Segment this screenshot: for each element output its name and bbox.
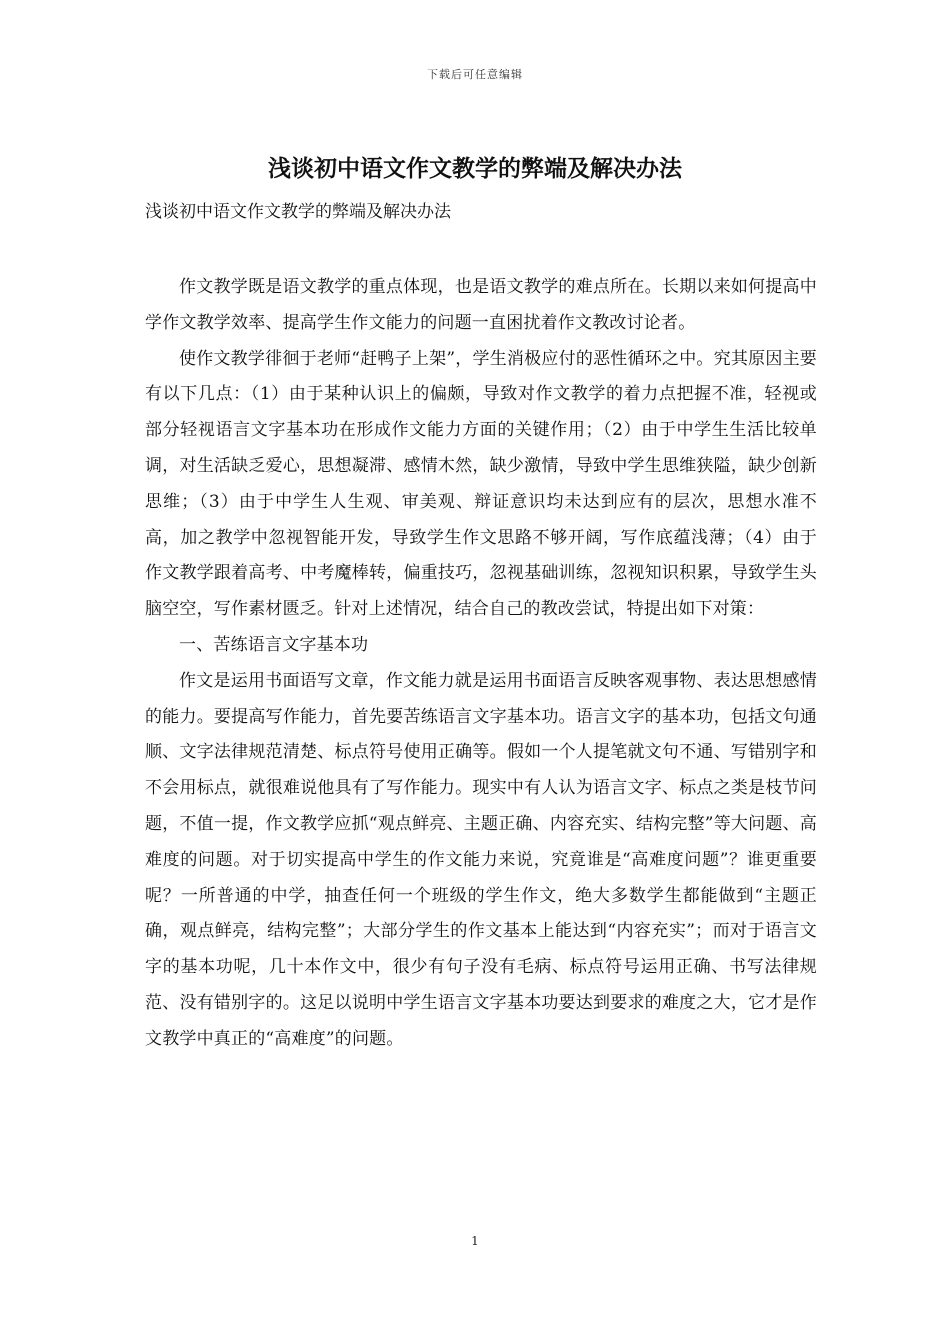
document-subtitle: 浅谈初中语文作文教学的弊端及解决办法 xyxy=(145,202,451,222)
page-header-note: 下载后可任意编辑 xyxy=(427,68,523,81)
section-heading-1: 一、苦练语言文字基本功 xyxy=(179,634,369,655)
paragraph-causes: 使作文教学徘徊于老师“赶鸭子上架”，学生消极应付的恶性循环之中。究其原因主要有以下几点：（1）由于某种认识上的偏颇，导致对作文教学的着力点把握不准，轻视或部分轻视语言文字基本功在形成作文能力方面的关键作用；（2）由于中学生生活比较单调，对生活缺乏爱心，思想凝滞、感情木然，缺少激情，导致中学生思维狭隘，缺少创新思维；（3）由于中学生人生观、审美观、辩证意识均未达到应有的层次，思想水准不高，加之教学中忽视智能开发，导致学生作文思路不够开阔，写作底蕴浅薄；（4）由于作文教学跟着高考、中考魔棒转，偏重技巧，忽视基础训练，忽视知识积累，导致学生头脑空空，写作素材匮乏。针对上述情况，结合自己的教改尝试，特提出如下对策： xyxy=(145,348,817,620)
paragraph-intro: 作文教学既是语文教学的重点体现，也是语文教学的难点所在。长期以来如何提高中学作文教学效率、提高学生作文能力的问题一直困扰着作文教改讨论者。 xyxy=(145,277,817,333)
page-number: 1 xyxy=(471,1234,479,1248)
paragraph-section-1: 作文是运用书面语写文章，作文能力就是运用书面语言反映客观事物、表达思想感情的能力。要提高写作能力，首先要苦练语言文字基本功。语言文字的基本功，包括文句通顺、文字法律规范清楚、标点符号使用正确等。假如一个人提笔就文句不通、写错别字和不会用标点，就很难说他具有了写作能力。现实中有人认为语言文字、标点之类是枝节问题，不值一提，作文教学应抓“观点鲜亮、主题正确、内容充实、结构完整”等大问题、高难度的问题。对于切实提高中学生的作文能力来说，究竟谁是“高难度问题”？谁更重要呢？一所普通的中学，抽查任何一个班级的学生作文，绝大多数学生都能做到“主题正确，观点鲜亮，结构完整”；大部分学生的作文基本上能达到“内容充实”；而对于语言文字的基本功呢，几十本作文中，很少有句子没有毛病、标点符号运用正确、书写法律规范、没有错别字的。这足以说明中学生语言文字基本功要达到要求的难度之大，它才是作文教学中真正的“高难度”的问题。 xyxy=(145,670,817,1049)
document-body xyxy=(145,270,817,1058)
document-title: 浅谈初中语文作文教学的弊端及解决办法 xyxy=(268,155,682,182)
